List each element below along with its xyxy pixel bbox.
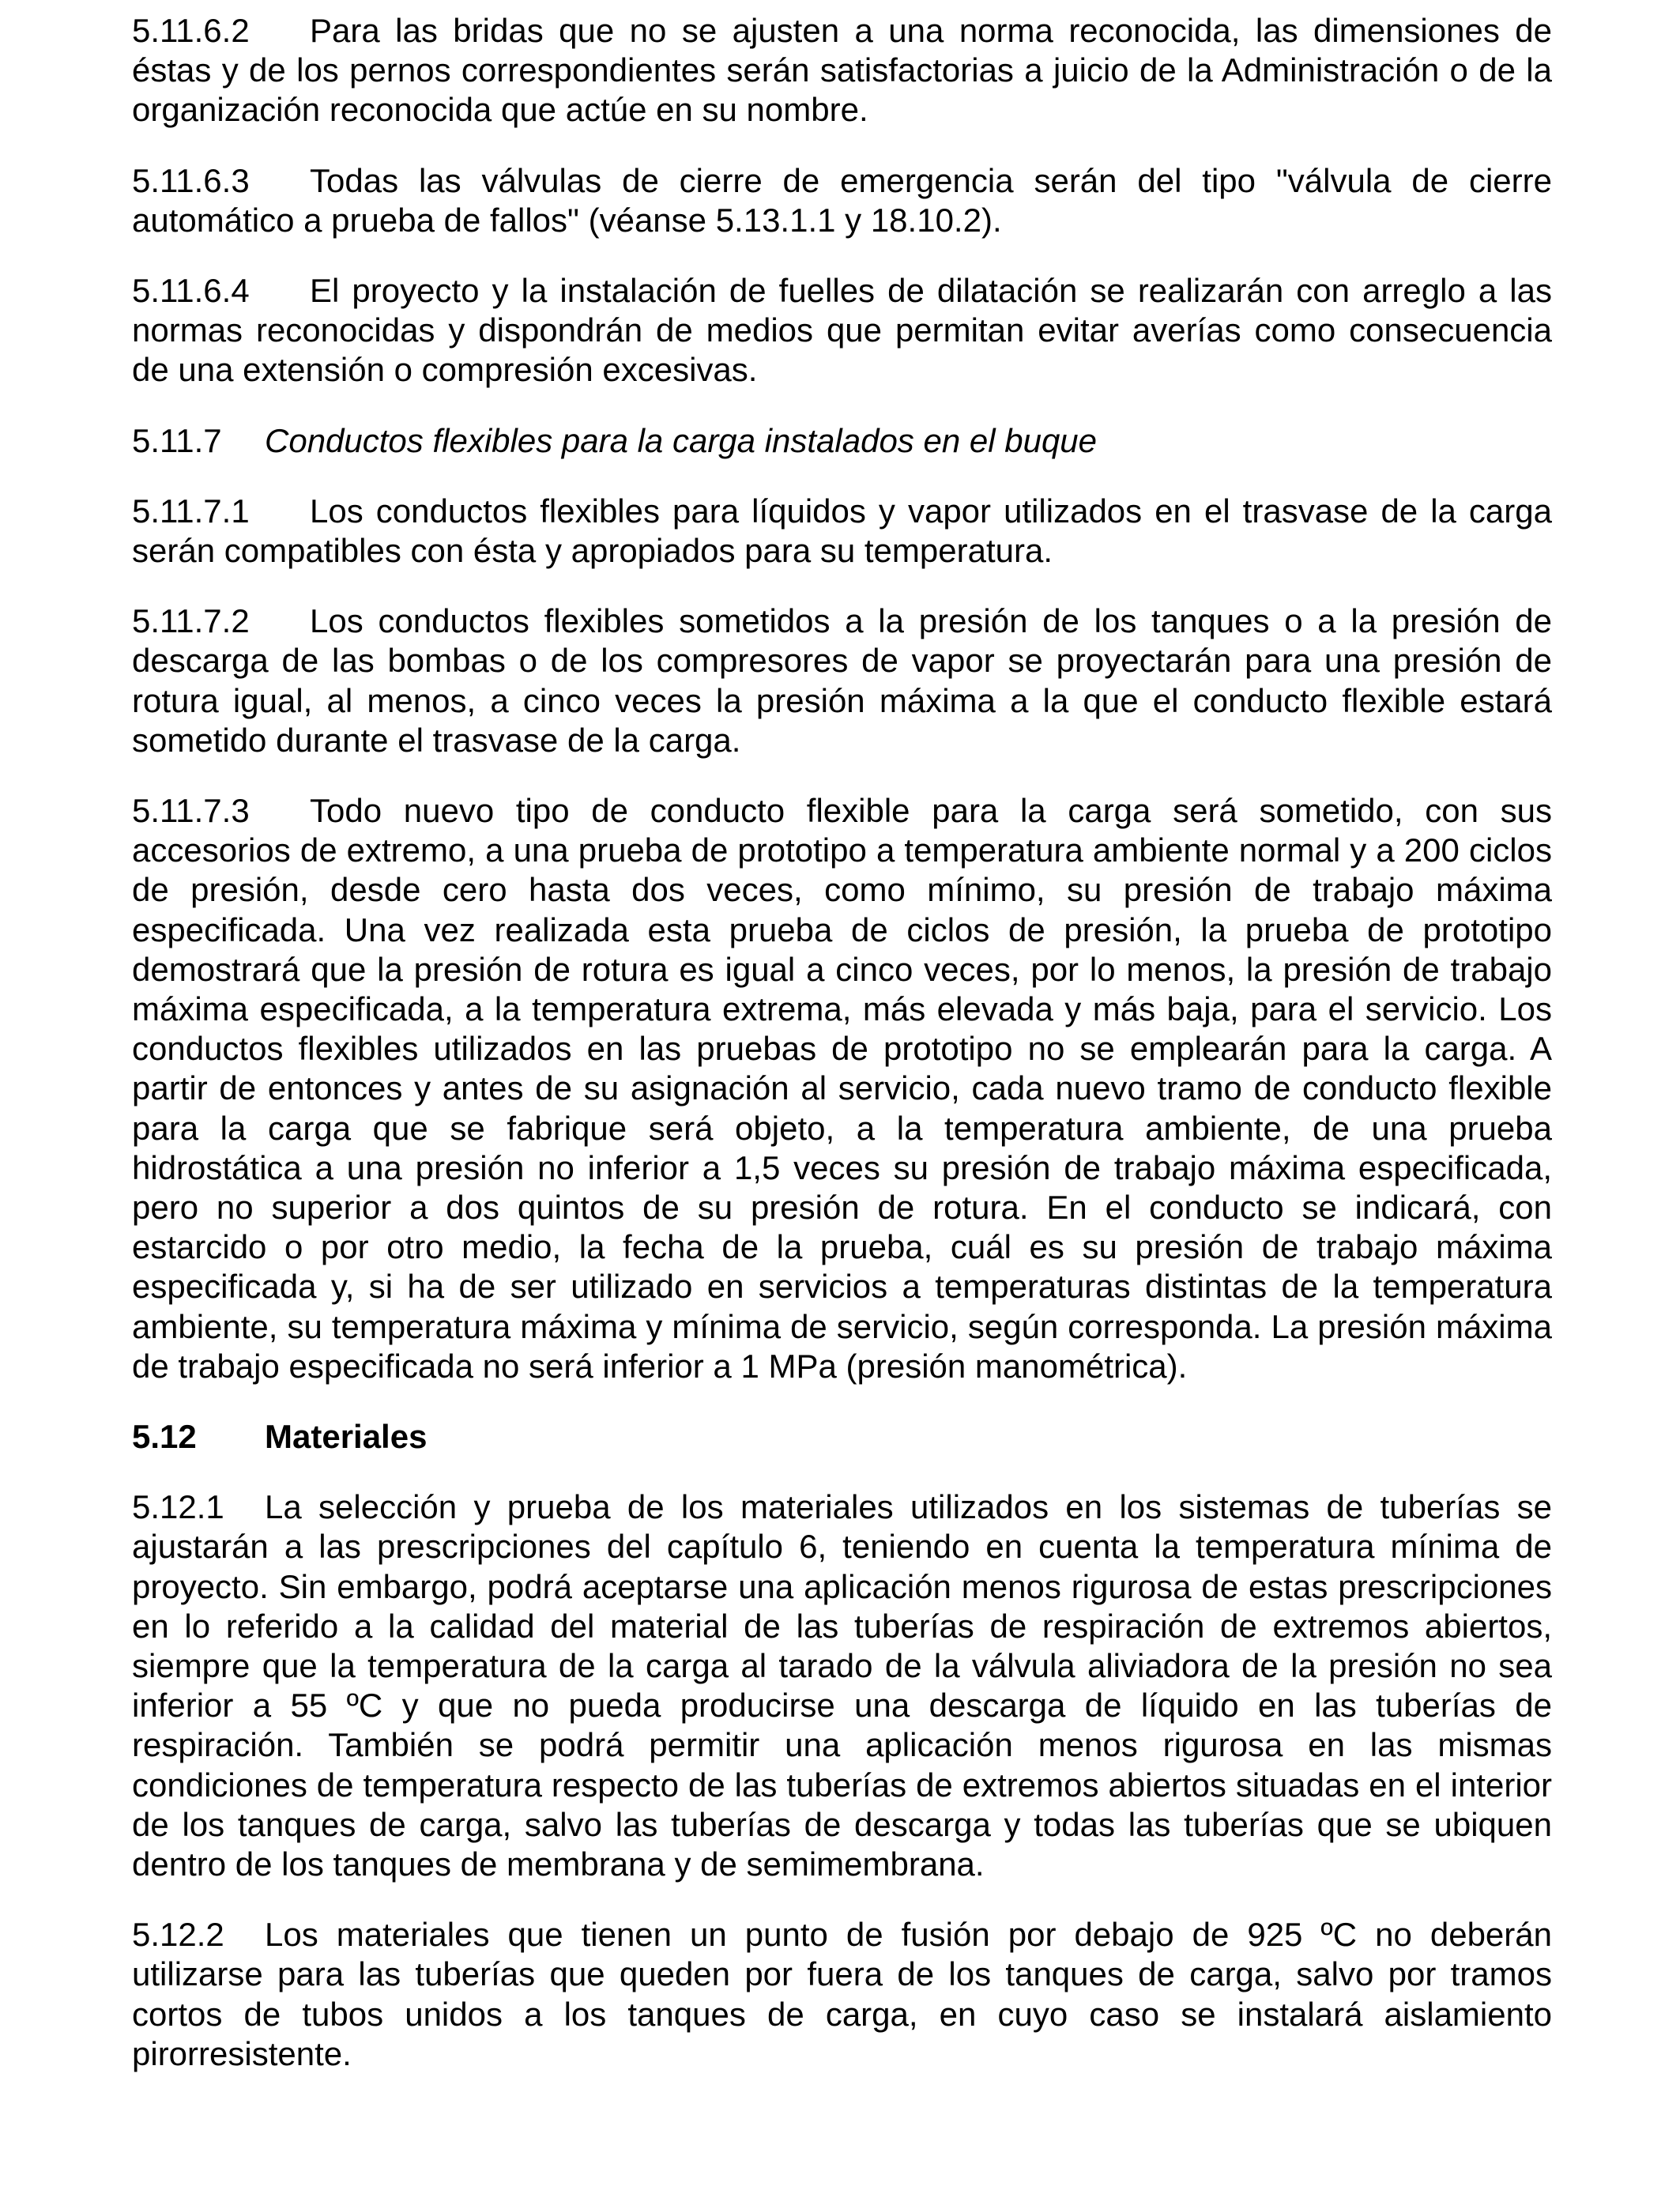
- paragraph-number: 5.11.6.3: [132, 161, 250, 199]
- subsection-title: Conductos flexibles para la carga instalados en el buque: [265, 421, 1098, 459]
- paragraph-number: 5.12.2: [132, 1916, 224, 1954]
- paragraph-text: Todo nuevo tipo de conducto flexible para la carga será sometido, con sus accesorios de extremo, a una prueba de prototipo a temperatura ambiente normal y a 200 ciclos de presión, desde cero hasta dos veces, como mínimo, su presión de trabajo máxima especificada. Una vez realizada esta prueba de ciclos de presión, la prueba de prototipo demostrará que la presión de rotura es igual a cinco veces, por lo menos, la presión de trabajo máxima especificada, a la temperatura extrema, más elevada y más baja, para el servicio. Los conductos flexibles utilizados en las pruebas de prototipo no se emplearán para la carga. A partir de entonces y antes de su asignación al servicio, cada nuevo tramo de conducto flexible para la carga que se fabrique será objeto, a la temperatura ambiente, de una prueba hidrostática a una presión no inferior a 1,5 veces su presión de trabajo máxima especificada, pero no superior a dos quintos de su presión de rotura. En el conducto se indicará, con estarcido o por otro medio, la fecha de la prueba, cuál es su presión de trabajo máxima especificada y, si ha de ser utilizado en servicios a temperaturas distintas de la temperatura ambiente, su temperatura máxima y mínima de servicio, según corresponda. La presión máxima de trabajo especificada no será inferior a 1 MPa (presión manométrica).: [132, 792, 1552, 1385]
- paragraph-text: Los conductos flexibles sometidos a la presión de los tanques o a la presión de descarga de las bombas o de los compresores de vapor se proyectarán para una presión de rotura igual, al menos, a cinco veces la presión máxima a la que el conducto flexible estará sometido durante el trasvase de la carga.: [132, 602, 1552, 759]
- paragraph-text: Los materiales que tienen un punto de fusión por debajo de 925 ºC no deberán utilizarse para las tuberías que queden por fuera de los tanques de carga, salvo por tramos cortos de tubos unidos a los tanques de carga, en cuyo caso se instalará aislamiento pirorresistente.: [132, 1916, 1552, 2072]
- document-page: [132, 11, 1552, 2105]
- paragraph-5-12-1: [132, 1487, 1552, 1884]
- paragraph-text: Todas las válvulas de cierre de emergencia serán del tipo "válvula de cierre automático a prueba de fallos" (véanse 5.13.1.1 y 18.10.2).: [132, 161, 1552, 239]
- paragraph-number: 5.12.1: [132, 1488, 224, 1526]
- paragraph-5-11-6-3: [132, 161, 1552, 240]
- section-heading-5-12: [132, 1417, 1552, 1457]
- paragraph-text: Para las bridas que no se ajusten a una norma reconocida, las dimensiones de éstas y de los pernos correspondientes serán satisfactorias a juicio de la Administración o de la organización reconocida que actúe en su nombre.: [132, 12, 1552, 129]
- paragraph-text: La selección y prueba de los materiales utilizados en los sistemas de tuberías se ajustarán a las prescripciones del capítulo 6, teniendo en cuenta la temperatura mínima de proyecto. Sin embargo, podrá aceptarse una aplicación menos rigurosa de estas prescripciones en lo referido a la calidad del material de las tuberías de respiración de extremos abiertos, siempre que la temperatura de la carga al tarado de la válvula aliviadora de la presión no sea inferior a 55 ºC y que no pueda producirse una descarga de líquido en las tuberías de respiración. También se podrá permitir una aplicación menos rigurosa en las mismas condiciones de temperatura respecto de las tuberías de extremos abiertos situadas en el interior de los tanques de carga, salvo las tuberías de descarga y todas las tuberías que se ubiquen dentro de los tanques de membrana y de semimembrana.: [132, 1488, 1552, 1883]
- subsection-heading-5-11-7: [132, 421, 1552, 461]
- paragraph-number: 5.11.6.4: [132, 272, 250, 310]
- paragraph-5-11-6-2: [132, 11, 1552, 130]
- paragraph-number: 5.11.6.2: [132, 12, 250, 49]
- paragraph-5-11-7-1: [132, 492, 1552, 571]
- paragraph-text: Los conductos flexibles para líquidos y vapor utilizados en el trasvase de la carga serán compatibles con ésta y apropiados para su temperatura.: [132, 492, 1552, 570]
- paragraph-5-11-7-3: [132, 791, 1552, 1386]
- section-number: 5.12: [132, 1418, 197, 1456]
- paragraph-number: 5.11.7.2: [132, 602, 250, 640]
- subsection-number: 5.11.7: [132, 421, 222, 459]
- paragraph-number: 5.11.7.1: [132, 492, 250, 530]
- paragraph-number: 5.11.7.3: [132, 792, 250, 830]
- paragraph-5-12-2: [132, 1915, 1552, 2074]
- section-title: Materiales: [265, 1418, 428, 1456]
- paragraph-5-11-7-2: [132, 601, 1552, 760]
- paragraph-5-11-6-4: [132, 271, 1552, 390]
- paragraph-text: El proyecto y la instalación de fuelles de dilatación se realizarán con arreglo a las normas reconocidas y dispondrán de medios que permitan evitar averías como consecuencia de una extensión o compresión excesivas.: [132, 272, 1552, 389]
